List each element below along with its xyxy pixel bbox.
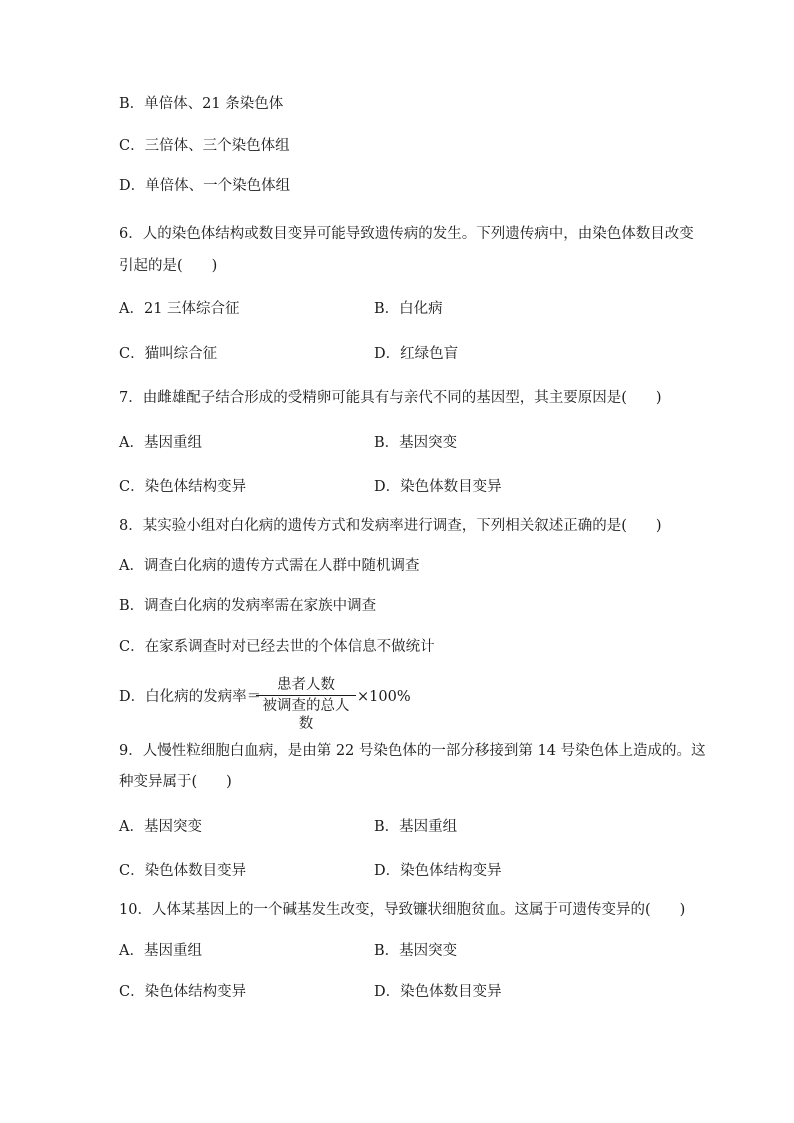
q6-stem-line1: 6．人的染色体结构或数目变异可能导致遗传病的发生。下列遗传病中，由染色体数目改变 [119, 226, 694, 242]
q7-option-b: B．基因突变 [374, 435, 458, 451]
q10-stem: 10．人体某基因上的一个碱基发生改变，导致镰状细胞贫血。这属于可遗传变异的( ) [119, 902, 686, 918]
q8-option-a: A．调查白化病的遗传方式需在人群中随机调查 [119, 558, 420, 574]
q5-option-c: C．三倍体、三个染色体组 [119, 138, 290, 154]
q10-option-a: A．基因重组 [119, 943, 202, 959]
q6-option-b: B．白化病 [374, 301, 443, 317]
q8-option-c: C．在家系调查时对已经去世的个体信息不做统计 [119, 639, 435, 655]
q7-option-d: D．染色体数目变异 [374, 479, 502, 495]
q8-option-d-prefix: D．白化病的发病率＝ [119, 689, 262, 705]
q7-option-a: A．基因重组 [119, 435, 202, 451]
q6-option-a: A．21 三体综合征 [119, 301, 240, 317]
fraction-denominator: 被调查的总人数 [262, 698, 350, 732]
q6-stem-line2: 引起的是( ) [119, 258, 218, 274]
fraction-bar [256, 695, 356, 696]
q6-option-d: D．红绿色盲 [374, 346, 459, 362]
q9-option-c: C．染色体数目变异 [119, 863, 247, 879]
q8-option-d-suffix: ×100% [357, 689, 411, 705]
q8-stem: 8．某实验小组对白化病的遗传方式和发病率进行调查，下列相关叙述正确的是( ) [119, 518, 662, 534]
q6-option-c: C．猫叫综合征 [119, 346, 218, 362]
q8-option-b: B．调查白化病的发病率需在家族中调查 [119, 598, 377, 614]
q7-option-c: C．染色体结构变异 [119, 479, 247, 495]
q5-option-b: B．单倍体、21 条染色体 [119, 96, 284, 112]
q10-option-b: B．基因突变 [374, 943, 458, 959]
q9-option-d: D．染色体结构变异 [374, 863, 502, 879]
fraction-numerator: 患者人数 [277, 677, 335, 693]
q9-stem-line1: 9．人慢性粒细胞白血病，是由第 22 号染色体的一部分移接到第 14 号染色体上造成的。这 [119, 743, 706, 759]
q5-option-d: D．单倍体、一个染色体组 [119, 178, 291, 194]
q9-option-a: A．基因突变 [119, 819, 202, 835]
q9-option-b: B．基因重组 [374, 819, 458, 835]
q10-option-d: D．染色体数目变异 [374, 984, 502, 1000]
q10-option-c: C．染色体结构变异 [119, 984, 247, 1000]
q7-stem: 7．由雌雄配子结合形成的受精卵可能具有与亲代不同的基因型，其主要原因是( ) [119, 390, 662, 406]
q8-option-d-fraction [256, 676, 356, 733]
q9-stem-line2: 种变异属于( ) [119, 774, 232, 790]
